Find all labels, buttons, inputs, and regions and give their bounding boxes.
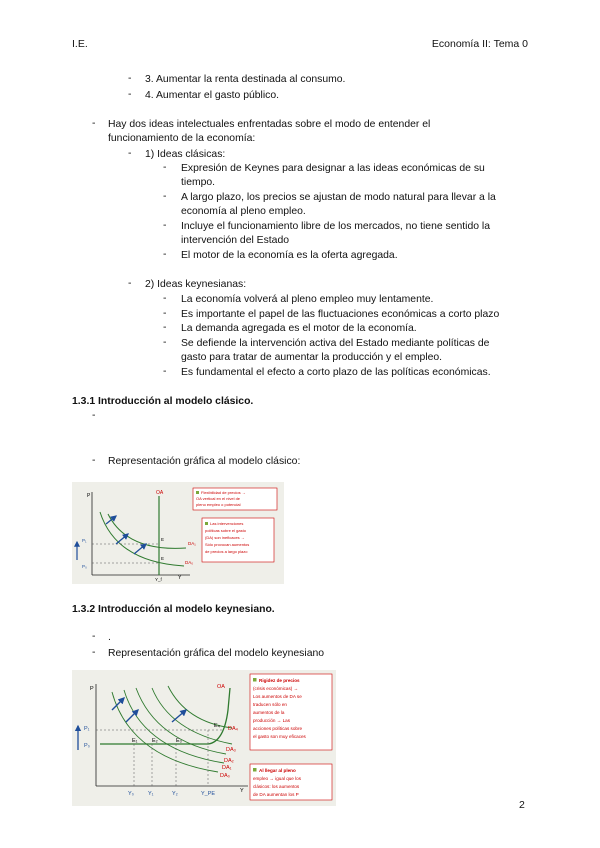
note-line: pleno empleo o potencial [196, 502, 241, 507]
note-line: Las intervenciones [210, 521, 244, 526]
e3-label: E₃ [176, 738, 182, 744]
list-item: . [108, 632, 111, 643]
note-title: Rigidez de precios [259, 678, 300, 683]
list-item-cont: tiempo. [181, 177, 216, 188]
e-label: E [161, 537, 165, 542]
page-number: 2 [519, 799, 525, 811]
list-item: Incluye el funcionamiento libre de los mercados, no tiene sentido la [181, 221, 491, 232]
note-line: el gasto son muy eficaces [253, 734, 306, 739]
da1-label: DA₁ [222, 765, 232, 771]
e1-label: E₁ [132, 738, 138, 744]
da0-curve [112, 692, 218, 772]
note-bullet-icon [253, 678, 257, 682]
dash: - [163, 191, 167, 202]
dash: - [163, 366, 167, 377]
axis-label-p: P [87, 493, 91, 499]
shift-arrow [116, 534, 128, 544]
note-line: de precios a largo plazo [205, 549, 248, 554]
dash: - [163, 308, 167, 319]
list-item: Es importante el papel de las fluctuaciones económicas a corto plazo [181, 309, 500, 320]
list-item: Representación gráfica del modelo keynesiano [108, 648, 325, 659]
list-item: Es fundamental el efecto a corto plazo de las políticas económicas. [181, 367, 491, 378]
note-line: Sólo provocan aumentos [205, 542, 250, 547]
note-line: empleo → igual que los [253, 776, 302, 781]
da3-label: DA₃ [226, 747, 236, 753]
dash: - [163, 337, 167, 348]
note-line: producción → Las [253, 718, 291, 723]
dash: - [92, 647, 96, 658]
dash: - [92, 455, 96, 466]
list-item: Expresión de Keynes para designar a las ideas económicas de su [181, 163, 485, 174]
da1-curve [124, 690, 224, 763]
x-label-y2: Y₂ [172, 791, 178, 797]
e-low-label: E [161, 556, 165, 561]
dash: - [163, 293, 167, 304]
list-item: A largo plazo, los precios se ajustan de modo natural para llevar a la [181, 192, 496, 203]
p0-label: P₀ [82, 564, 87, 569]
list-item: El motor de la economía es la oferta agregada. [181, 250, 398, 261]
paragraph-line: Hay dos ideas intelectuales enfrentadas sobre el modo de entender el [108, 119, 431, 130]
header-right: Economía II: Tema 0 [431, 38, 528, 50]
e4-label: E₄ [214, 723, 220, 729]
note-line: (crisis económicas) → [253, 686, 299, 691]
da1-label: DA₁ [188, 541, 196, 546]
classic-model-figure [72, 482, 284, 584]
dash: - [128, 278, 132, 289]
shift-arrow [106, 516, 116, 524]
p1-label: P₁ [84, 726, 90, 732]
da0-label: DA₀ [220, 773, 230, 779]
note-line: (DA) son ineficaces → [205, 535, 245, 540]
subheading: 1) Ideas clásicas: [145, 149, 226, 160]
dash: - [128, 73, 132, 84]
dash: - [163, 322, 167, 333]
note-title: Al llegar al pleno [259, 768, 296, 773]
oa-label: OA [156, 490, 164, 496]
dash: - [92, 118, 96, 129]
note-line: aumentos de la [253, 710, 285, 715]
list-item-cont: gasto para tratar de aumentar la producción y el empleo. [181, 352, 443, 363]
keynesian-model-figure [72, 670, 336, 806]
list-item: 4. Aumentar el gasto público. [145, 90, 280, 101]
e2-label: E₂ [152, 738, 158, 744]
list-item: Se defiende la intervención activa del Estado mediante políticas de [181, 338, 490, 349]
note-bullet-icon [205, 522, 208, 525]
da0-curve [100, 512, 184, 566]
note-bullet-icon [253, 768, 257, 772]
yf-label: Y_f [155, 577, 162, 582]
oa-curve [100, 688, 230, 744]
axis-label-y: Y [240, 788, 244, 794]
section-title-classic: 1.3.1 Introducción al modelo clásico. [72, 396, 254, 407]
classic-model-graph [72, 482, 284, 584]
note-line: Flexibilidad de precios → [201, 490, 246, 495]
note-line: políticas sobre el gasto [205, 528, 246, 533]
dash: - [128, 89, 132, 100]
p0-label: P₀ [84, 743, 90, 749]
list-item-cont: intervención del Estado [181, 235, 290, 246]
section-title-keynes: 1.3.2 Introducción al modelo keynesiano. [72, 604, 275, 615]
p1-label: P₁ [82, 538, 87, 543]
note-line: acciones políticas sobre [253, 726, 303, 731]
subheading: 2) Ideas keynesianas: [145, 279, 247, 290]
shift-arrow [172, 710, 186, 722]
x-label-ype: Y_PE [201, 791, 216, 797]
keynesian-model-graph [72, 670, 336, 806]
note-line: OA vertical en el nivel de [196, 496, 241, 501]
note-line: clásicos: los aumentos [253, 784, 300, 789]
note-bullet-icon [196, 491, 199, 494]
list-item-cont: economía al pleno empleo. [181, 206, 306, 217]
paragraph-line: funcionamiento de la economía: [108, 133, 256, 144]
dash: - [163, 249, 167, 260]
da4-label: DA₄ [228, 726, 238, 732]
x-label-y0: Y₀ [128, 791, 134, 797]
dash: - [92, 410, 96, 421]
axis-label-y: Y [178, 575, 182, 581]
dash: - [92, 631, 96, 642]
dash: - [163, 162, 167, 173]
shift-arrow [134, 544, 146, 554]
note-line: traducen sólo en [253, 702, 287, 707]
x-label-y1: Y₁ [148, 791, 154, 797]
list-item: 3. Aumentar la renta destinada al consumo. [145, 74, 346, 85]
list-item: Representación gráfica al modelo clásico: [108, 456, 301, 467]
note-line: de DA aumentan los P [253, 792, 299, 797]
dash: - [163, 220, 167, 231]
axis-label-p: P [90, 686, 94, 692]
oa-label: OA [217, 684, 225, 690]
dash: - [128, 148, 132, 159]
note-line: Los aumentos de DA se [253, 694, 302, 699]
list-item: La economía volverá al pleno empleo muy lentamente. [181, 294, 434, 305]
header-left: I.E. [72, 38, 88, 50]
da0-label: DA₀ [185, 560, 194, 565]
da2-label: DA₂ [224, 758, 234, 764]
list-item: La demanda agregada es el motor de la economía. [181, 323, 417, 334]
